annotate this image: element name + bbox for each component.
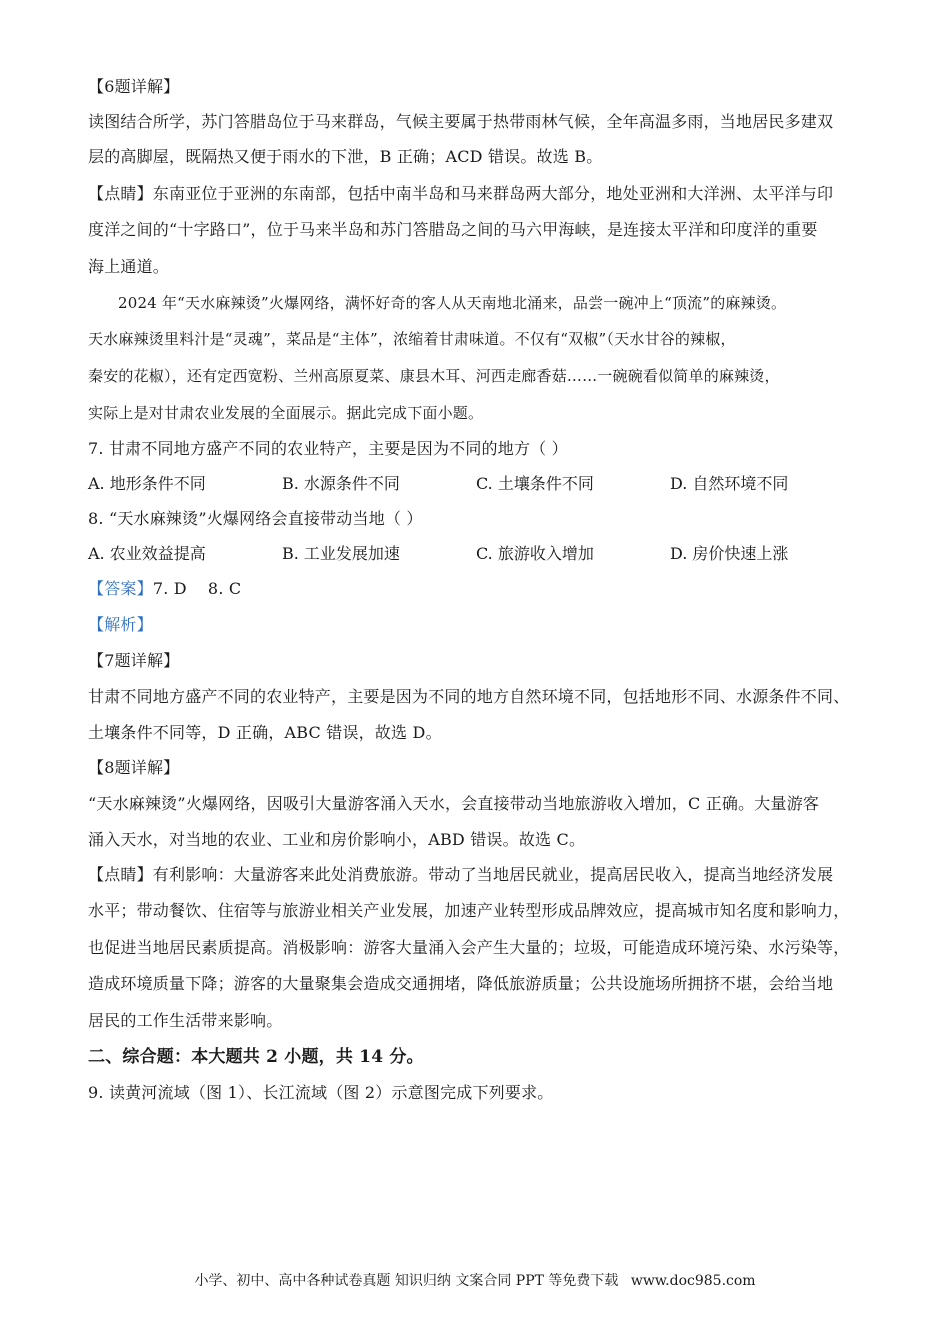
q9-stem: 9. 读黄河流域（图 1）、长江流域（图 2）示意图完成下列要求。 — [88, 1083, 554, 1102]
analysis-label: 【解析】 — [88, 615, 153, 634]
q7-detail-line: 甘肃不同地方盛产不同的农业特产，主要是因为不同的地方自然环境不同，包括地形不同、水源条件不同、 — [88, 687, 850, 706]
q8-option-d: D. 房价快速上涨 — [670, 544, 789, 563]
q8-tip-line: 也促进当地居民素质提高。消极影响：游客大量涌入会产生大量的；垃圾，可能造成环境污染、水污染等， — [88, 938, 850, 957]
q8-detail-line: 涌入天水，对当地的农业、工业和房价影响小，ABD 错误。故选 C。 — [88, 830, 586, 849]
q8-stem: 8. “天水麻辣烫”火爆网络会直接带动当地（ ） — [88, 509, 423, 528]
q7-option-a: A. 地形条件不同 — [88, 474, 206, 493]
section2-title: 二、综合题：本大题共 2 小题，共 14 分。 — [88, 1047, 424, 1067]
passage-line: 天水麻辣烫里料汁是“灵魂”，菜品是“主体”，浓缩着甘肃味道。不仅有“双椒”（天水甘谷的辣椒， — [88, 330, 736, 348]
passage-line: 2024 年“天水麻辣烫”火爆网络，满怀好奇的客人从天南地北涌来，品尝一碗冲上“顶流”的麻辣烫。 — [118, 294, 787, 312]
q7-option-c: C. 土壤条件不同 — [476, 474, 594, 493]
passage-line: 实际上是对甘肃农业发展的全面展示。据此完成下面小题。 — [88, 404, 484, 422]
q8-tip-line: 水平；带动餐饮、住宿等与旅游业相关产业发展，加速产业转型形成品牌效应，提高城市知名度和影响力， — [88, 901, 850, 920]
q8-option-a: A. 农业效益提高 — [88, 544, 206, 563]
q7-detail-line: 土壤条件不同等，D 正确，ABC 错误，故选 D。 — [88, 723, 442, 742]
q6-tip-line: 【点睛】东南亚位于亚洲的东南部，包括中南半岛和马来群岛两大部分，地处亚洲和大洋洲、太平洋与印 — [88, 184, 834, 203]
q7-detail-heading: 【7题详解】 — [88, 651, 180, 670]
q7-option-d: D. 自然环境不同 — [670, 474, 789, 493]
answer-line — [88, 578, 241, 600]
q8-detail-heading: 【8题详解】 — [88, 758, 180, 777]
answer-label: 【答案】 — [88, 579, 153, 598]
q7-option-b: B. 水源条件不同 — [282, 474, 400, 493]
q6-heading: 【6题详解】 — [88, 77, 180, 96]
answer-text: 7. D 8. C — [152, 579, 242, 598]
q8-option-b: B. 工业发展加速 — [282, 544, 400, 563]
footer-url[interactable]: www.doc985.com — [630, 1273, 756, 1289]
q6-tip-line: 海上通道。 — [88, 257, 170, 276]
q7-stem: 7. 甘肃不同地方盛产不同的农业特产，主要是因为不同的地方（ ） — [88, 439, 568, 458]
q6-body-line: 读图结合所学，苏门答腊岛位于马来群岛，气候主要属于热带雨林气候，全年高温多雨，当地居民多建双 — [88, 112, 834, 131]
q6-tip-line: 度洋之间的“十字路口”，位于马来半岛和苏门答腊岛之间的马六甲海峡，是连接太平洋和印度洋的重要 — [88, 220, 818, 239]
footer-text: 小学、初中、高中各种试卷真题 知识归纳 文案合同 PPT 等免费下载 — [194, 1273, 619, 1289]
q8-tip-line: 【点睛】有利影响：大量游客来此处消费旅游。带动了当地居民就业，提高居民收入，提高当地经济发展 — [88, 865, 834, 884]
page-footer — [0, 1270, 950, 1290]
q8-tip-line: 造成环境质量下降；游客的大量聚集会造成交通拥堵，降低旅游质量；公共设施场所拥挤不堪，会给当地 — [88, 974, 834, 993]
q6-body-line: 层的高脚屋，既隔热又便于雨水的下泄，B 正确；ACD 错误。故选 B。 — [88, 147, 603, 166]
q8-detail-line: “天水麻辣烫”火爆网络，因吸引大量游客涌入天水，会直接带动当地旅游收入增加，C 正确。大量游客 — [88, 794, 820, 813]
q8-option-c: C. 旅游收入增加 — [476, 544, 594, 563]
q8-tip-line: 居民的工作生活带来影响。 — [88, 1011, 283, 1030]
passage-line: 秦安的花椒），还有定西宽粉、兰州高原夏菜、康县木耳、河西走廊香菇……一碗碗看似简单的麻辣烫， — [88, 367, 780, 385]
